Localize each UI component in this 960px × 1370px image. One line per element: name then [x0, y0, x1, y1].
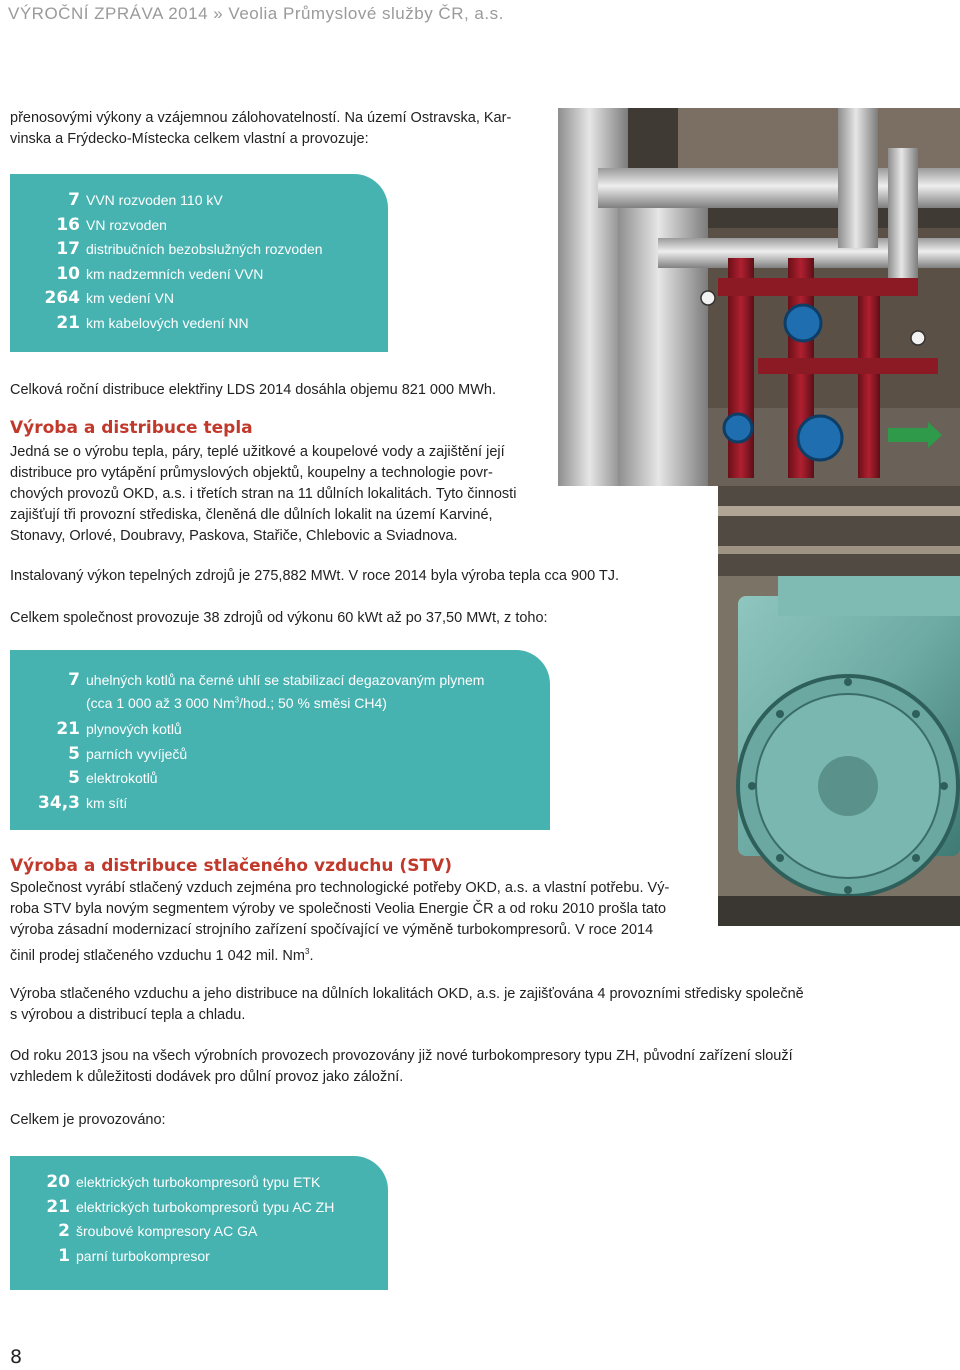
heat-paragraph — [10, 442, 570, 547]
count-description: km nadzemních vedení VVN — [86, 265, 264, 282]
count-description: elektrických turbokompresorů typu ETK — [76, 1174, 321, 1190]
count-description: VN rozvoden — [86, 216, 167, 233]
box-row — [10, 1221, 388, 1246]
heat-sources: Celkem společnost provozuje 38 zdrojů od výkonu 60 kWt až po 37,50 MWt, z toho: — [10, 610, 548, 626]
box-row — [10, 190, 388, 215]
count-description: km sítí — [86, 794, 128, 811]
box-row — [10, 1172, 388, 1197]
count-description: parních vyvíječů — [86, 745, 188, 762]
superscript: 3 — [304, 947, 310, 956]
air-line: Společnost vyrábí stlačený vzduch zejména pro technologické potřeby OKD, a.s. a vlastní potřebu. Vý- — [10, 880, 670, 896]
air-line: výroba zásadní modernizací strojního zařízení spočívající ve výměně turbokompresorů. V roce 2014 — [10, 922, 654, 938]
count-value: 7 — [68, 670, 80, 690]
box-row — [10, 215, 388, 240]
count-description: elektrických turbokompresorů typu AC ZH — [76, 1198, 335, 1215]
box-row — [10, 288, 388, 313]
count-value: 34,3 — [38, 792, 80, 813]
box-row — [10, 239, 388, 264]
air-line: roba STV byla novým segmentem výroby ve společnosti Veolia Energie ČR a od roku 2010 prošla tato — [10, 901, 667, 917]
count-description: VVN rozvoden 110 kV — [86, 192, 223, 208]
heat-line: Stonavy, Orlové, Doubravy, Paskova, Stařiče, Chlebovic a Sviadnova. — [10, 528, 458, 544]
electricity-assets-box — [10, 174, 388, 352]
count-value: 1 — [58, 1245, 70, 1266]
heat-sources-box — [10, 650, 550, 830]
section-heading-heat: Výroba a distribuce tepla — [10, 418, 253, 438]
count-description: parní turbokompresor — [76, 1247, 210, 1264]
count-value: 21 — [46, 1196, 70, 1217]
intro-line: přenosovými výkony a vzájemnou zálohovatelností. Na území Ostravska, Kar- — [10, 110, 512, 126]
box-row — [10, 313, 388, 338]
air-line-end: . — [309, 947, 314, 964]
box-row — [10, 264, 388, 289]
count-description: uhelných kotlů na černé uhlí se stabilizací degazovaným plynem — [86, 672, 485, 688]
compressors-box — [10, 1156, 388, 1290]
count-value: 16 — [56, 214, 80, 235]
box-row — [10, 768, 550, 793]
count-value: 17 — [56, 239, 80, 259]
description-text: (cca 1 000 až 3 000 Nm — [86, 694, 235, 711]
box-row — [10, 1197, 388, 1222]
operated-label: Celkem je provozováno: — [10, 1112, 166, 1128]
box-row — [10, 719, 550, 744]
box-row — [10, 670, 550, 695]
report-header: VÝROČNÍ ZPRÁVA 2014 » Veolia Průmyslové služby ČR, a.s. — [8, 4, 504, 23]
air-distribution-paragraph — [10, 984, 910, 1026]
air-line: vzhledem k důležitosti dodávek pro důlní provoz jako záložní. — [10, 1069, 404, 1085]
air-line: Od roku 2013 jsou na všech výrobních provozech provozovány již nové turbokompresory typu ZH, původní zařízení slouží — [10, 1048, 793, 1064]
count-description: plynových kotlů — [86, 721, 182, 737]
air-line: Výroba stlačeného vzduchu a jeho distribuce na důlních lokalitách OKD, a.s. je zajišťována 4 provozními středisky společně — [10, 986, 804, 1002]
count-value: 21 — [56, 312, 80, 333]
count-description: elektrokotlů — [86, 770, 158, 786]
count-value: 2 — [58, 1221, 70, 1241]
count-description: distribučních bezobslužných rozvoden — [86, 241, 323, 257]
count-description — [86, 695, 387, 711]
heat-line: chových provozů OKD, a.s. i třetích stran na 11 důlních lokalitách. Tyto činnosti — [10, 486, 517, 502]
count-description: km vedení VN — [86, 290, 174, 306]
description-text: /hod.; 50 % směsi CH4) — [239, 694, 387, 711]
intro-line: vinska a Frýdecko-Místecka celkem vlastní a provozuje: — [10, 131, 369, 147]
heat-capacity: Instalovaný výkon tepelných zdrojů je 275,882 MWt. V roce 2014 byla výroba tepla cca 900 TJ. — [10, 568, 620, 584]
turbocompressor-photo — [718, 486, 960, 926]
air-line — [10, 941, 710, 967]
box-row — [10, 1246, 388, 1271]
count-value: 10 — [56, 263, 80, 284]
section-heading-air: Výroba a distribuce stlačeného vzduchu (STV) — [10, 856, 452, 876]
heat-line: distribuce pro vytápění průmyslových objektů, koupelny a technologie povr- — [10, 465, 493, 481]
air-line-text: činil prodej stlačeného vzduchu 1 042 mil. Nm — [10, 947, 305, 964]
electricity-total: Celková roční distribuce elektřiny LDS 2014 dosáhla objemu 821 000 MWh. — [10, 382, 497, 398]
count-value: 7 — [68, 190, 80, 210]
heat-line: zajišťují tři provozní střediska, členěná dle důlních lokalit na území Karviné, — [10, 507, 493, 523]
count-description: šroubové kompresory AC GA — [76, 1223, 258, 1239]
count-value: 21 — [56, 719, 80, 739]
box-row — [10, 744, 550, 769]
count-value: 20 — [46, 1172, 70, 1192]
superscript: 3 — [234, 694, 240, 704]
turbocompressor-paragraph — [10, 1046, 910, 1088]
count-description: km kabelových vedení NN — [86, 314, 249, 331]
page-number: 8 — [10, 1346, 23, 1368]
box-row — [10, 695, 550, 720]
air-paragraph — [10, 878, 710, 967]
air-line: s výrobou a distribucí tepla a chladu. — [10, 1007, 246, 1023]
count-value: 264 — [44, 288, 80, 308]
count-value: 5 — [68, 768, 80, 788]
intro-paragraph — [10, 108, 550, 150]
heat-line: Jedná se o výrobu tepla, páry, teplé užitkové a koupelové vody a zajištění její — [10, 444, 505, 460]
boiler-room-photo — [558, 108, 960, 486]
count-value: 5 — [68, 743, 80, 764]
box-row — [10, 793, 550, 818]
